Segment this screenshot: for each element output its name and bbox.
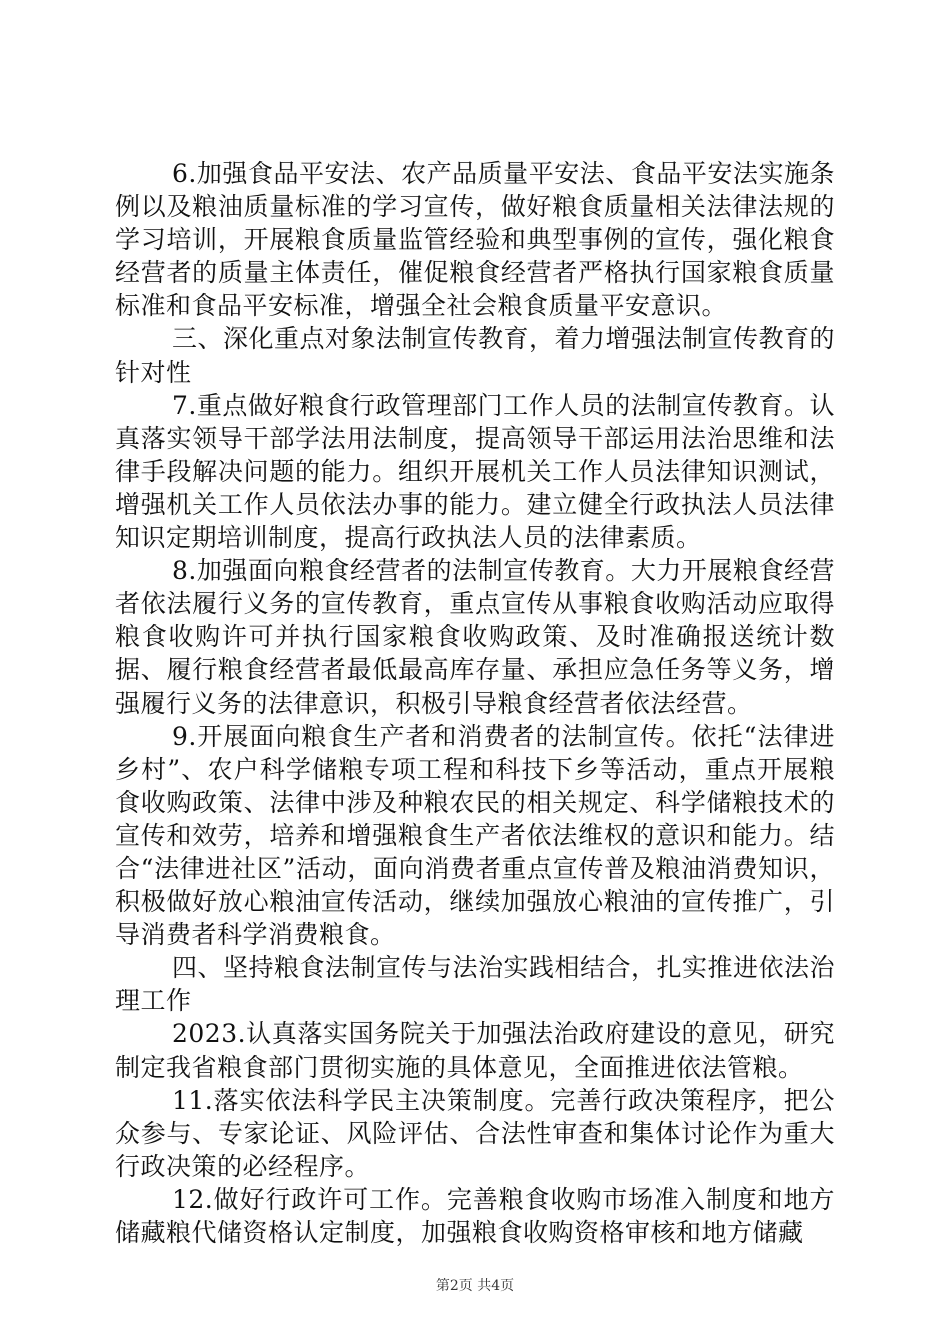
page-number-footer: 第2页 共4页 <box>435 1278 515 1294</box>
paragraph-item-10: 2023.认真落实国务院关于加强法治政府建设的意见，研究制定我省粮食部门贯彻实施的具体意见，全面推进依法管粮。 <box>115 1019 835 1082</box>
section-heading-3: 三、深化重点对象法制宣传教育，着力增强法制宣传教育的针对性 <box>115 324 836 387</box>
paragraph-item-9: 9.开展面向粮食生产者和消费者的法制宣传。依托“法律进乡村”、农户科学储粮专项工程和科技下乡等活动，重点开展粮食收购政策、法律中涉及种粮农民的相关规定、科学储粮技术的宣传和效劳，培养和增强粮食生产者依法维权的意识和能力。结合“法律进社区”活动，面向消费者重点宣传普及粮油消费知识，积极做好放心粮油宣传活动，继续加强放心粮油的宣传推广，引导消费者科学消费粮食。 <box>115 721 835 950</box>
paragraph-item-12: 12.做好行政许可工作。完善粮食收购市场准入制度和地方储藏粮代储资格认定制度，加强粮食收购资格审核和地方储藏 <box>115 1184 835 1247</box>
paragraph-item-8: 8.加强面向粮食经营者的法制宣传教育。大力开展粮食经营者依法履行义务的宣传教育，重点宣传从事粮食收购活动应取得粮食收购许可并执行国家粮食收购政策、及时准确报送统计数据、履行粮食经营者最低最高库存量、承担应急任务等义务，增强履行义务的法律意识，积极引导粮食经营者依法经营。 <box>115 556 835 718</box>
paragraph-item-7: 7.重点做好粮食行政管理部门工作人员的法制宣传教育。认真落实领导干部学法用法制度，提高领导干部运用法治思维和法律手段解决问题的能力。组织开展机关工作人员法律知识测试，增强机关工作人员依法办事的能力。建立健全行政执法人员法律知识定期培训制度，提高行政执法人员的法律素质。 <box>115 390 835 553</box>
paragraph-item-11: 11.落实依法科学民主决策制度。完善行政决策程序，把公众参与、专家论证、风险评估、合法性审查和集体讨论作为重大行政决策的必经程序。 <box>115 1085 835 1181</box>
document-body <box>115 157 835 1249</box>
section-heading-4: 四、坚持粮食法制宣传与法治实践相结合，扎实推进依法治理工作 <box>115 953 836 1016</box>
paragraph-item-6: 6.加强食品平安法、农产品质量平安法、食品平安法实施条例以及粮油质量标准的学习宣传，做好粮食质量相关法律法规的学习培训，开展粮食质量监管经验和典型事例的宣传，强化粮食经营者的质量主体责任，催促粮食经营者严格执行国家粮食质量标准和食品平安标准，增强全社会粮食质量平安意识。 <box>115 159 835 321</box>
